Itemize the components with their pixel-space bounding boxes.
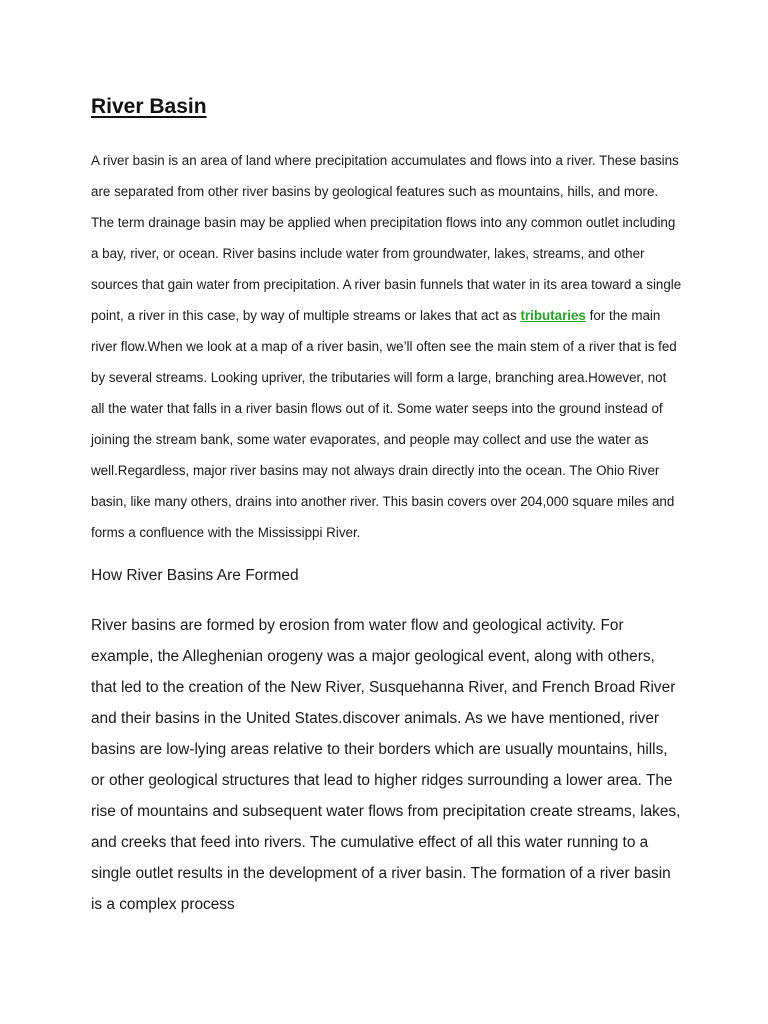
section-body-paragraph: River basins are formed by erosion from water flow and geological activity. For example, the Alleghenian orogeny was a major geological event, along with others, that led to the creation of the New River, Susquehanna River, and French Broad River and their basins in the United States.discover animals. As we have mentioned, river basins are low-lying areas relative to their borders which are usually mountains, hills, or other geological structures that lead to higher ridges surrounding a lower area. The rise of mountains and subsequent water flows from precipitation create streams, lakes, and creeks that feed into rivers. The cumulative effect of all this water running to a single outlet results in the development of a river basin. The formation of a river basin is a complex process xyxy=(91,617,681,913)
intro-paragraph xyxy=(91,145,683,548)
section-heading: How River Basins Are Formed xyxy=(91,567,299,584)
page-title: River Basin xyxy=(91,95,207,118)
intro-text-after-link: for the main river flow.When we look at a map of a river basin, we’ll often see the main stem of a river that is fed by several streams. Looking upriver, the tributaries will form a large, branching area.However, not all the water that falls in a river basin flows out of it. Some water seeps into the ground instead of joining the stream bank, some water evaporates, and people may collect and use the water as well.Regardless, major river basins may not always drain directly into the ocean. The Ohio River basin, like many others, drains into another river. This basin covers over 204,000 square miles and forms a confluence with the Mississippi River. xyxy=(91,308,677,540)
tributaries-link[interactable]: tributaries xyxy=(520,308,586,323)
intro-text-before-link: A river basin is an area of land where precipitation accumulates and flows into a river. These basins are separated from other river basins by geological features such as mountains, hills, and more. The term drainage basin may be applied when precipitation flows into any common outlet including a bay, river, or ocean. River basins include water from groundwater, lakes, streams, and other sources that gain water from precipitation. A river basin funnels that water in its area toward a single point, a river in this case, by way of multiple streams or lakes that act as xyxy=(91,153,682,323)
